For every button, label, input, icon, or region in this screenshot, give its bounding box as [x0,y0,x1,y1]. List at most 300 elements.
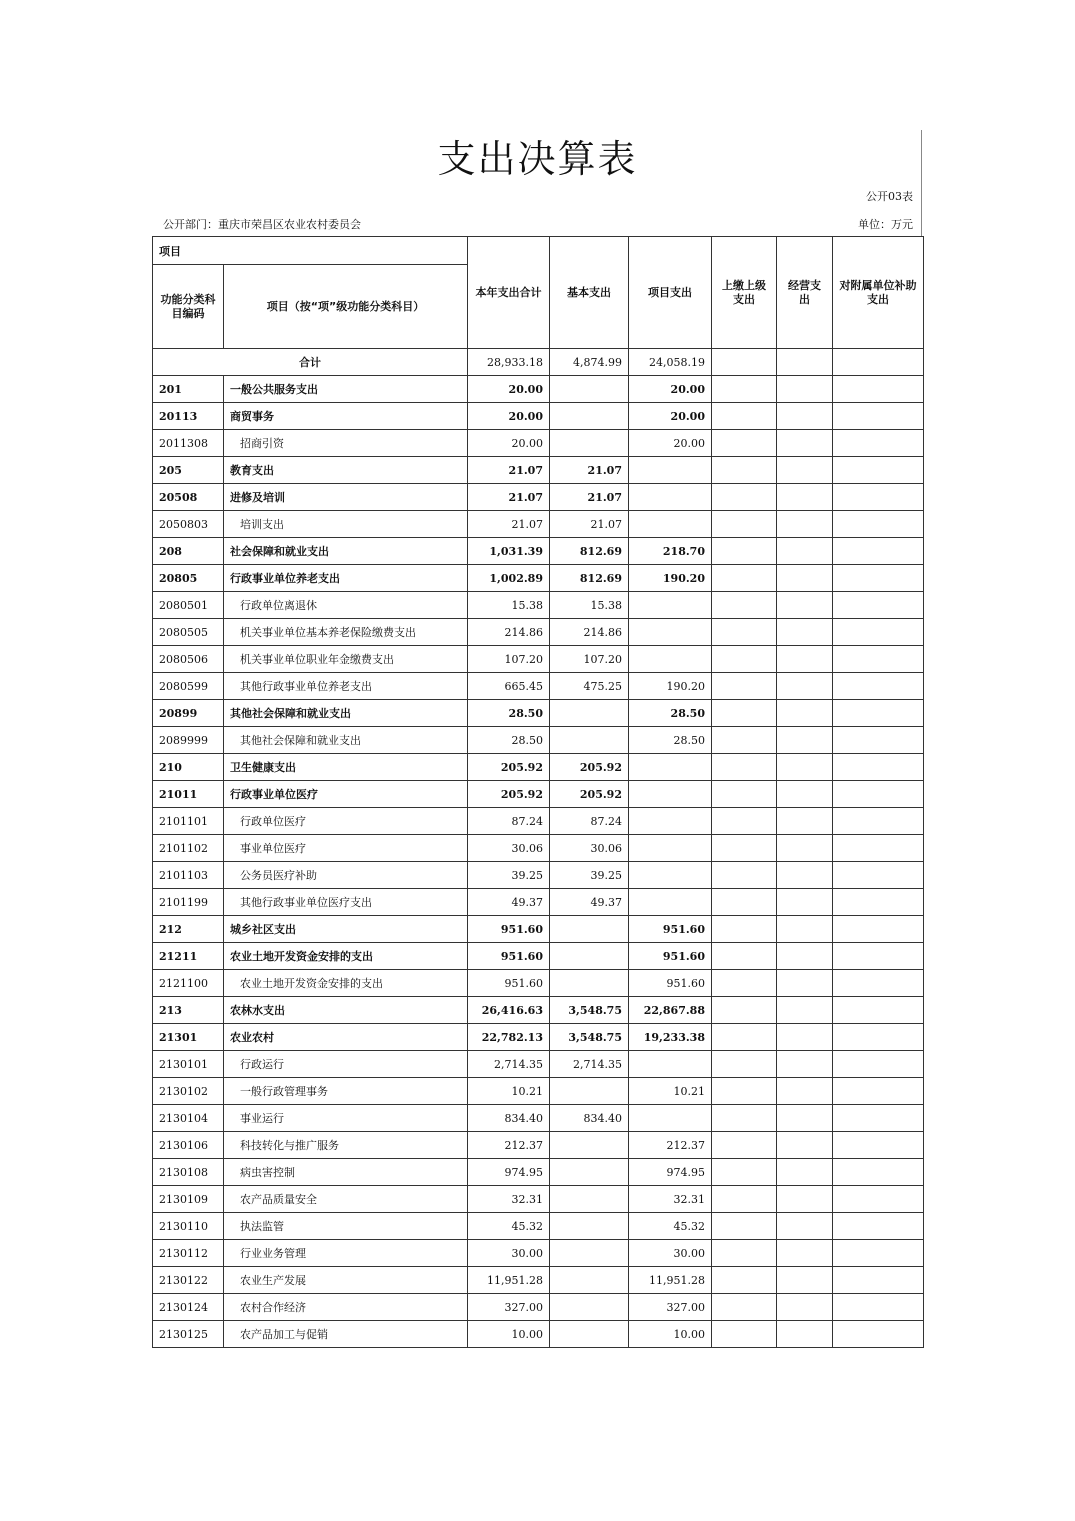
row-basic [550,700,629,727]
row-upper [712,673,777,700]
row-basic: 49.37 [550,889,629,916]
row-basic: 87.24 [550,808,629,835]
row-basic: 2,714.35 [550,1051,629,1078]
table-row [153,943,924,970]
row-name: 科技转化与推广服务 [224,1132,468,1159]
row-project: 28.50 [629,727,712,754]
row-code: 21301 [153,1024,224,1051]
row-business [777,1321,833,1348]
row-basic: 812.69 [550,538,629,565]
table-row [153,700,924,727]
row-project: 45.32 [629,1213,712,1240]
row-total: 107.20 [468,646,550,673]
row-business [777,754,833,781]
row-basic: 3,548.75 [550,997,629,1024]
row-basic: 205.92 [550,781,629,808]
row-code: 2080505 [153,619,224,646]
total-subsidy [833,349,924,376]
row-upper [712,511,777,538]
row-total: 30.00 [468,1240,550,1267]
row-project [629,484,712,511]
row-name: 培训支出 [224,511,468,538]
row-total: 214.86 [468,619,550,646]
row-basic: 834.40 [550,1105,629,1132]
row-project: 28.50 [629,700,712,727]
row-basic [550,1267,629,1294]
row-total: 26,416.63 [468,997,550,1024]
header-upper: 上缴上级支出 [712,237,777,349]
form-number: 公开03表 [866,190,913,203]
row-basic: 3,548.75 [550,1024,629,1051]
row-name: 执法监管 [224,1213,468,1240]
row-total: 951.60 [468,970,550,997]
row-subsidy [833,943,924,970]
row-subsidy [833,1024,924,1051]
row-basic: 107.20 [550,646,629,673]
row-upper [712,1213,777,1240]
row-basic: 205.92 [550,754,629,781]
unit-label: 单位：万元 [858,218,913,231]
table-row [153,1294,924,1321]
row-business [777,538,833,565]
table-row [153,1132,924,1159]
row-business [777,781,833,808]
row-upper [712,862,777,889]
row-business [777,808,833,835]
row-project [629,646,712,673]
row-basic [550,943,629,970]
row-name: 行政运行 [224,1051,468,1078]
row-upper [712,916,777,943]
row-basic: 39.25 [550,862,629,889]
total-value: 28,933.18 [468,349,550,376]
table-row [153,727,924,754]
table-row [153,673,924,700]
row-business [777,592,833,619]
table-row [153,1321,924,1348]
header-basic: 基本支出 [550,237,629,349]
row-upper [712,538,777,565]
table-row [153,1240,924,1267]
row-total: 45.32 [468,1213,550,1240]
row-business [777,646,833,673]
row-basic [550,1240,629,1267]
row-total: 205.92 [468,754,550,781]
row-total: 28.50 [468,727,550,754]
row-name: 社会保障和就业支出 [224,538,468,565]
row-subsidy [833,1105,924,1132]
row-name: 卫生健康支出 [224,754,468,781]
row-code: 2101102 [153,835,224,862]
row-upper [712,835,777,862]
row-subsidy [833,1132,924,1159]
row-project [629,1051,712,1078]
total-basic: 4,874.99 [550,349,629,376]
row-total: 28.50 [468,700,550,727]
row-business [777,727,833,754]
row-code: 212 [153,916,224,943]
row-code: 205 [153,457,224,484]
row-subsidy [833,646,924,673]
table-row [153,889,924,916]
row-project: 11,951.28 [629,1267,712,1294]
row-code: 2130108 [153,1159,224,1186]
row-business [777,511,833,538]
row-code: 208 [153,538,224,565]
row-project: 951.60 [629,970,712,997]
row-subsidy [833,916,924,943]
table-row [153,1105,924,1132]
row-business [777,1213,833,1240]
row-subsidy [833,970,924,997]
row-upper [712,457,777,484]
row-name: 进修及培训 [224,484,468,511]
row-name: 一般行政管理事务 [224,1078,468,1105]
row-project: 951.60 [629,943,712,970]
row-upper [712,970,777,997]
row-total: 212.37 [468,1132,550,1159]
row-upper [712,781,777,808]
row-project [629,754,712,781]
row-code: 2089999 [153,727,224,754]
row-basic [550,916,629,943]
row-total: 1,031.39 [468,538,550,565]
table-row [153,511,924,538]
total-upper [712,349,777,376]
table-row [153,1159,924,1186]
row-upper [712,403,777,430]
row-basic [550,376,629,403]
row-total: 834.40 [468,1105,550,1132]
margin-line [921,130,922,236]
row-name: 招商引资 [224,430,468,457]
row-code: 2101199 [153,889,224,916]
total-project: 24,058.19 [629,349,712,376]
row-upper [712,1267,777,1294]
row-total: 20.00 [468,430,550,457]
table-row [153,376,924,403]
row-total: 87.24 [468,808,550,835]
row-total: 974.95 [468,1159,550,1186]
row-total: 30.06 [468,835,550,862]
row-name: 农业农村 [224,1024,468,1051]
row-code: 2130112 [153,1240,224,1267]
row-subsidy [833,403,924,430]
row-total: 20.00 [468,403,550,430]
row-upper [712,1294,777,1321]
row-code: 2101101 [153,808,224,835]
row-total: 665.45 [468,673,550,700]
row-upper [712,997,777,1024]
row-project: 951.60 [629,916,712,943]
row-project [629,808,712,835]
row-name: 机关事业单位职业年金缴费支出 [224,646,468,673]
row-code: 2130102 [153,1078,224,1105]
row-upper [712,700,777,727]
row-code: 2130124 [153,1294,224,1321]
row-subsidy [833,1294,924,1321]
table-row [153,862,924,889]
row-subsidy [833,1267,924,1294]
row-total: 951.60 [468,916,550,943]
row-total: 21.07 [468,457,550,484]
table-row [153,1186,924,1213]
table-row [153,835,924,862]
row-total: 21.07 [468,484,550,511]
row-project: 30.00 [629,1240,712,1267]
row-subsidy [833,997,924,1024]
row-project: 190.20 [629,673,712,700]
row-subsidy [833,376,924,403]
row-basic: 214.86 [550,619,629,646]
row-project [629,457,712,484]
row-basic: 21.07 [550,457,629,484]
row-basic: 21.07 [550,484,629,511]
table-row [153,1024,924,1051]
row-business [777,1294,833,1321]
row-basic [550,727,629,754]
row-code: 2130122 [153,1267,224,1294]
row-upper [712,1159,777,1186]
row-total: 20.00 [468,376,550,403]
header-business: 经营支出 [777,237,833,349]
row-project [629,511,712,538]
row-basic [550,403,629,430]
row-code: 201 [153,376,224,403]
row-subsidy [833,835,924,862]
row-business [777,376,833,403]
row-code: 2011308 [153,430,224,457]
row-subsidy [833,700,924,727]
row-project: 218.70 [629,538,712,565]
row-name: 教育支出 [224,457,468,484]
row-subsidy [833,673,924,700]
row-upper [712,484,777,511]
row-basic: 812.69 [550,565,629,592]
row-code: 20805 [153,565,224,592]
row-code: 2130106 [153,1132,224,1159]
row-project [629,619,712,646]
row-upper [712,619,777,646]
row-upper [712,1186,777,1213]
row-upper [712,1240,777,1267]
row-business [777,403,833,430]
row-business [777,484,833,511]
row-business [777,970,833,997]
row-business [777,1132,833,1159]
row-project: 19,233.38 [629,1024,712,1051]
row-name: 农业生产发展 [224,1267,468,1294]
row-total: 39.25 [468,862,550,889]
row-upper [712,943,777,970]
table-row [153,781,924,808]
row-code: 2050803 [153,511,224,538]
page-title: 支出决算表 [437,137,638,181]
row-business [777,1240,833,1267]
row-basic [550,1321,629,1348]
row-business [777,457,833,484]
row-project [629,592,712,619]
header-name: 项目（按“项”级功能分类科目） [224,265,468,349]
table-row [153,1267,924,1294]
row-subsidy [833,538,924,565]
row-code: 2130101 [153,1051,224,1078]
row-code: 2130110 [153,1213,224,1240]
department-label: 公开部门：重庆市荣昌区农业农村委员会 [163,218,361,231]
row-total: 22,782.13 [468,1024,550,1051]
row-business [777,700,833,727]
row-basic [550,1294,629,1321]
row-upper [712,1024,777,1051]
row-basic [550,970,629,997]
row-business [777,1078,833,1105]
row-total: 10.21 [468,1078,550,1105]
row-subsidy [833,457,924,484]
row-code: 210 [153,754,224,781]
row-basic [550,1159,629,1186]
row-subsidy [833,754,924,781]
row-basic [550,430,629,457]
row-subsidy [833,1321,924,1348]
row-business [777,565,833,592]
row-upper [712,430,777,457]
row-business [777,1105,833,1132]
row-name: 农业土地开发资金安排的支出 [224,970,468,997]
table-row [153,646,924,673]
row-subsidy [833,862,924,889]
row-upper [712,565,777,592]
row-name: 其他行政事业单位养老支出 [224,673,468,700]
row-business [777,673,833,700]
row-upper [712,1051,777,1078]
row-project: 190.20 [629,565,712,592]
row-name: 农林水支出 [224,997,468,1024]
row-code: 2130104 [153,1105,224,1132]
row-upper [712,727,777,754]
row-project: 20.00 [629,376,712,403]
row-name: 行政单位离退休 [224,592,468,619]
row-project: 32.31 [629,1186,712,1213]
row-code: 21011 [153,781,224,808]
row-project: 10.21 [629,1078,712,1105]
row-subsidy [833,484,924,511]
row-basic [550,1132,629,1159]
row-total: 327.00 [468,1294,550,1321]
row-basic [550,1186,629,1213]
row-project [629,835,712,862]
row-subsidy [833,619,924,646]
table-row [153,565,924,592]
row-upper [712,1105,777,1132]
row-upper [712,376,777,403]
row-subsidy [833,565,924,592]
row-business [777,835,833,862]
row-name: 农产品加工与促销 [224,1321,468,1348]
table-row [153,619,924,646]
row-upper [712,889,777,916]
row-name: 其他社会保障和就业支出 [224,727,468,754]
row-code: 20899 [153,700,224,727]
row-subsidy [833,1159,924,1186]
row-total: 2,714.35 [468,1051,550,1078]
row-upper [712,754,777,781]
table-row [153,916,924,943]
table-row [153,970,924,997]
row-basic: 21.07 [550,511,629,538]
row-subsidy [833,727,924,754]
row-name: 行政事业单位养老支出 [224,565,468,592]
header-code: 功能分类科目编码 [153,265,224,349]
row-business [777,862,833,889]
row-total: 951.60 [468,943,550,970]
row-upper [712,646,777,673]
row-name: 城乡社区支出 [224,916,468,943]
row-name: 机关事业单位基本养老保险缴费支出 [224,619,468,646]
header-subsidy: 对附属单位补助支出 [833,237,924,349]
row-business [777,1267,833,1294]
row-subsidy [833,808,924,835]
row-name: 商贸事务 [224,403,468,430]
row-project: 20.00 [629,403,712,430]
row-code: 2121100 [153,970,224,997]
row-total: 11,951.28 [468,1267,550,1294]
row-business [777,1024,833,1051]
row-business [777,619,833,646]
row-subsidy [833,430,924,457]
row-name: 农业土地开发资金安排的支出 [224,943,468,970]
total-business [777,349,833,376]
table-row [153,997,924,1024]
row-project [629,1105,712,1132]
row-business [777,1159,833,1186]
header-project: 项目 [153,237,468,265]
total-row [153,349,924,376]
table-row [153,1213,924,1240]
row-upper [712,1078,777,1105]
row-name: 行政事业单位医疗 [224,781,468,808]
header-total: 本年支出合计 [468,237,550,349]
row-code: 2101103 [153,862,224,889]
table-row [153,754,924,781]
row-subsidy [833,511,924,538]
table-row [153,430,924,457]
table-row [153,403,924,430]
row-business [777,916,833,943]
row-subsidy [833,1078,924,1105]
row-subsidy [833,592,924,619]
table-row [153,592,924,619]
row-code: 2080599 [153,673,224,700]
row-upper [712,592,777,619]
row-project: 212.37 [629,1132,712,1159]
row-name: 公务员医疗补助 [224,862,468,889]
row-subsidy [833,1051,924,1078]
table-row [153,484,924,511]
row-name: 一般公共服务支出 [224,376,468,403]
row-name: 其他社会保障和就业支出 [224,700,468,727]
row-code: 2080501 [153,592,224,619]
row-basic: 15.38 [550,592,629,619]
row-total: 15.38 [468,592,550,619]
row-code: 2130109 [153,1186,224,1213]
row-project: 10.00 [629,1321,712,1348]
expenditure-table [152,236,924,1348]
header-project-expense: 项目支出 [629,237,712,349]
row-name: 行业业务管理 [224,1240,468,1267]
row-total: 10.00 [468,1321,550,1348]
row-name: 事业运行 [224,1105,468,1132]
row-code: 2080506 [153,646,224,673]
